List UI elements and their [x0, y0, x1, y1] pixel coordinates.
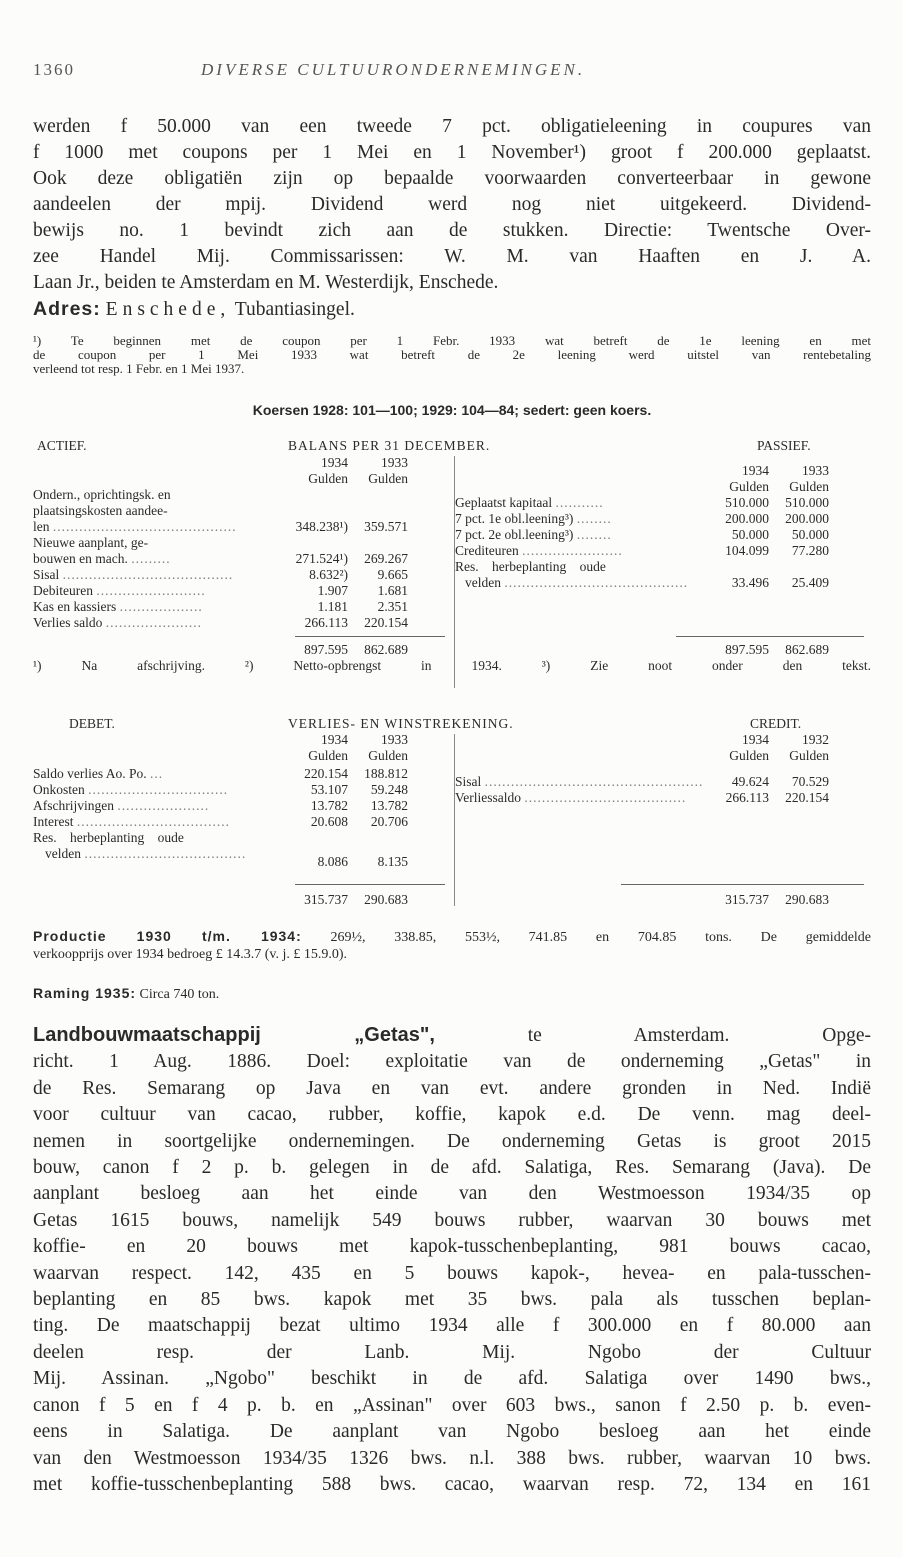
- productie-label: Productie 1930 t/m. 1934:: [33, 928, 302, 944]
- debet-label: Onkosten ................................: [33, 782, 229, 797]
- pl-heading: VERLIES- EN WINSTREKENING.: [288, 716, 514, 731]
- footnote-line: ¹) Te beginnen met de coupon per 1 Febr. 1933 wat betreft de 1e leening en met: [33, 333, 871, 348]
- credit-value: 70.529: [791, 774, 829, 789]
- credit-label: Verliessaldo .....................................: [455, 790, 687, 805]
- text-line: bewijs no. 1 bevindt zich aan de stukken. Directie: Twentsche Over-: [33, 220, 871, 241]
- debet-label: Afschrijvingen .....................: [33, 798, 210, 813]
- passief-value: 104.099: [725, 543, 769, 558]
- adres-line: [33, 296, 871, 323]
- text-line: Landbouwmaatschappij „Getas", te Amsterdam. Opge-: [33, 1024, 871, 1046]
- unit-label: Gulden: [368, 471, 408, 486]
- text-line: werden f 50.000 van een tweede 7 pct. obligatieleening in coupures van: [33, 116, 871, 137]
- page-number: 1360: [33, 60, 75, 79]
- text-line: f 1000 met coupons per 1 Mei en 1 November¹) groot f 200.000 geplaatst.: [33, 142, 871, 163]
- actief-value: 269.267: [364, 551, 408, 566]
- unit-label: Gulden: [729, 479, 769, 494]
- year-label: 1933: [381, 732, 408, 747]
- actief-value: 2.351: [377, 599, 408, 614]
- raming-text: Circa 740 ton.: [139, 987, 220, 1002]
- text-line: ting. De maatschappij bezat ultimo 1934 alle f 300.000 en f 80.000 aan: [33, 1315, 871, 1337]
- debet-value: 8.135: [377, 854, 408, 869]
- actief-value: 8.632²): [309, 567, 348, 582]
- passief-value: 50.000: [791, 527, 829, 542]
- actief-label: Ondern., oprichtingsk. en: [33, 487, 171, 502]
- actief-label: Kas en kassiers ...................: [33, 599, 203, 614]
- debet-value: 188.812: [364, 766, 408, 781]
- productie-line: Productie 1930 t/m. 1934: 269½, 338.85, 553½, 741.85 en 704.85 tons. De gemiddelde: [33, 928, 872, 945]
- credit-total: 290.683: [785, 892, 829, 907]
- credit-value: 266.113: [725, 790, 769, 805]
- debet-value: 13.782: [370, 798, 408, 813]
- passief-label: 7 pct. 1e obl.leening³) ........: [455, 511, 612, 526]
- footnote-1: [33, 334, 871, 376]
- year-label: 1934: [321, 732, 348, 747]
- text-line: met koffie-tusschenbeplanting 588 bws. cacao, waarvan resp. 72, 134 en 161: [33, 1473, 871, 1495]
- unit-label: Gulden: [789, 748, 829, 763]
- actief-value: 266.113: [304, 615, 348, 630]
- koersen-line: Koersen 1928: 101—100; 1929: 104—84; sedert: geen koers.: [252, 402, 652, 418]
- actief-value: 220.154: [364, 615, 408, 630]
- year-label: 1933: [802, 463, 829, 478]
- text-line: beplanting en 85 bws. kapok met 35 bws. pala als tusschen beplan-: [33, 1289, 871, 1311]
- actief-value: 348.238¹): [295, 519, 348, 534]
- total-rule: [295, 636, 445, 637]
- actief-label: Nieuwe aanplant, ge-: [33, 535, 149, 550]
- total-rule: [676, 636, 864, 637]
- balance-footnote: ¹) Na afschrijving. ²) Netto-opbrengst in 1934. ³) Zie noot onder den tekst.: [33, 658, 871, 673]
- credit-label: Sisal ..................................................: [455, 774, 704, 789]
- year-label: 1934: [321, 455, 348, 470]
- year-label: 1933: [381, 455, 408, 470]
- passief-total: 862.689: [785, 642, 829, 657]
- actief-value: 1.681: [377, 583, 408, 598]
- raming-block: [33, 986, 871, 1002]
- actief-value: 1.907: [317, 583, 348, 598]
- text-line: nemen in soortgelijke ondernemingen. De onderneming Getas is groot 2015: [33, 1130, 871, 1152]
- text-line: richt. 1 Aug. 1886. Doel: exploitatie van de onderneming „Getas" in: [33, 1051, 871, 1073]
- passief-value: 510.000: [785, 495, 829, 510]
- debet-value: 220.154: [304, 766, 348, 781]
- productie-line: verkoopprijs over 1934 bedroeg £ 14.3.7 (v. j. £ 15.9.0).: [33, 947, 348, 962]
- text-line: bouw, canon f 2 p. b. gelegen in de afd. Salatiga, Res. Semarang (Java). De: [33, 1157, 871, 1179]
- text-line: aandeelen der mpij. Dividend werd nog niet uitgekeerd. Dividend-: [33, 194, 871, 215]
- text-line: Ook deze obligatiën zijn op bepaalde voorwaarden converteerbaar in gewone: [33, 168, 871, 189]
- passief-value: 200.000: [725, 511, 769, 526]
- passief-value: 200.000: [785, 511, 829, 526]
- actief-label: len ..........................................: [33, 519, 237, 534]
- actief-label: Debiteuren .........................: [33, 583, 206, 598]
- actief-label: bouwen en mach. .........: [33, 551, 171, 566]
- total-rule: [621, 884, 864, 885]
- actief-label: plaatsingskosten aandee-: [33, 503, 168, 518]
- debet-value: 20.608: [310, 814, 348, 829]
- intro-paragraph: [33, 114, 871, 323]
- column-divider: [454, 734, 455, 906]
- unit-label: Gulden: [729, 748, 769, 763]
- unit-label: Gulden: [368, 748, 408, 763]
- debet-value: 13.782: [310, 798, 348, 813]
- adres-city: Enschede,: [105, 299, 231, 320]
- debet-label: Saldo verlies Ao. Po. ...: [33, 766, 164, 781]
- credit-total: 315.737: [725, 892, 769, 907]
- credit-value: 49.624: [731, 774, 769, 789]
- debet-heading: DEBET.: [69, 716, 115, 731]
- text-line: Laan Jr., beiden te Amsterdam en M. Westerdijk, Enschede.: [33, 272, 499, 293]
- passief-heading: PASSIEF.: [757, 438, 811, 453]
- passief-label: Res. herbeplanting oude: [455, 559, 606, 574]
- text-line: de Res. Semarang op Java en van evt. andere gronden in Ned. Indië: [33, 1077, 871, 1099]
- text-line: koffie- en 20 bouws met kapok-tusschenbeplanting, 981 bouws cacao,: [33, 1236, 871, 1258]
- text-line: voor cultuur van cacao, rubber, koffie, kapok e.d. De venn. mag deel-: [33, 1104, 871, 1126]
- debet-value: 20.706: [370, 814, 408, 829]
- passief-value: 77.280: [791, 543, 829, 558]
- unit-label: Gulden: [789, 479, 829, 494]
- unit-label: Gulden: [308, 471, 348, 486]
- productie-block: [33, 928, 871, 963]
- actief-total: 897.595: [304, 642, 348, 657]
- running-title: DIVERSE CULTUURONDERNEMINGEN.: [201, 60, 586, 79]
- actief-value: 1.181: [317, 599, 348, 614]
- year-label: 1934: [742, 732, 769, 747]
- text-line: eens in Salatiga. De aanplant van Ngobo besloeg aan het einde: [33, 1421, 871, 1443]
- actief-value: 359.571: [364, 519, 408, 534]
- debet-total: 315.737: [304, 892, 348, 907]
- adres-street: Tubantiasingel.: [234, 299, 355, 320]
- text-line: Getas 1615 bouws, namelijk 549 bouws rubber, waarvan 30 bouws met: [33, 1209, 871, 1231]
- year-label: 1932: [802, 732, 829, 747]
- debet-total: 290.683: [364, 892, 408, 907]
- profit-loss-account: [33, 716, 871, 916]
- balance-heading: BALANS PER 31 DECEMBER.: [288, 438, 491, 453]
- actief-total: 862.689: [364, 642, 408, 657]
- text-line: van den Westmoesson 1934/35 1326 bws. n.l. 388 bws. rubber, waarvan 10 bws.: [33, 1447, 871, 1469]
- unit-label: Gulden: [308, 748, 348, 763]
- debet-value: 53.107: [310, 782, 348, 797]
- passief-label: Geplaatst kapitaal ...........: [455, 495, 604, 510]
- balance-sheet: [33, 438, 871, 708]
- passief-value: 50.000: [731, 527, 769, 542]
- actief-value: 9.665: [377, 567, 408, 582]
- passief-total: 897.595: [725, 642, 769, 657]
- text-line: aanplant besloeg aan het einde van den Westmoesson 1934/35 op: [33, 1183, 871, 1205]
- raming-label: Raming 1935:: [33, 985, 137, 1001]
- passief-value: 25.409: [791, 575, 829, 590]
- text-line: Mij. Assinan. „Ngobo" beschikt in de afd. Salatiga over 1490 bws.,: [33, 1368, 871, 1390]
- text-line: deelen resp. der Lanb. Mij. Ngobo der Cultuur: [33, 1341, 871, 1363]
- adres-label: Adres:: [33, 298, 101, 320]
- footnote-line: de coupon per 1 Mei 1933 wat betreft de 2e leening werd uitstel van rentebetaling: [33, 347, 871, 362]
- text-line: waarvan respect. 142, 435 en 5 bouws kapok-, hevea- en pala-tusschen-: [33, 1262, 871, 1284]
- debet-label: Res. herbeplanting oude: [33, 830, 184, 845]
- debet-label: Interest ...................................: [33, 814, 230, 829]
- passief-label: Crediteuren .......................: [455, 543, 623, 558]
- credit-heading: CREDIT.: [750, 716, 802, 731]
- actief-label: Verlies saldo ......................: [33, 615, 202, 630]
- actief-label: Sisal .......................................: [33, 567, 234, 582]
- total-rule: [295, 884, 445, 885]
- passief-label: velden ..........................................: [465, 575, 689, 590]
- passief-label: 7 pct. 2e obl.leening³) ........: [455, 527, 612, 542]
- passief-value: 33.496: [731, 575, 769, 590]
- company-name: Landbouwmaatschappij „Getas",: [33, 1024, 435, 1046]
- year-label: 1934: [742, 463, 769, 478]
- getas-paragraph: [33, 1022, 871, 1498]
- text-line: zee Handel Mij. Commissarissen: W. M. van Haaften en J. A.: [33, 246, 871, 267]
- text-line: canon f 5 en f 4 p. b. en „Assinan" over 603 bws., sanon f 2.50 p. b. even-: [33, 1394, 871, 1416]
- debet-value: 59.248: [370, 782, 408, 797]
- footnote-line: verleend tot resp. 1 Febr. en 1 Mei 1937.: [33, 361, 245, 376]
- debet-value: 8.086: [317, 854, 348, 869]
- actief-value: 271.524¹): [295, 551, 348, 566]
- credit-value: 220.154: [785, 790, 829, 805]
- actief-heading: ACTIEF.: [37, 438, 87, 453]
- passief-value: 510.000: [725, 495, 769, 510]
- debet-label: velden .....................................: [45, 846, 247, 861]
